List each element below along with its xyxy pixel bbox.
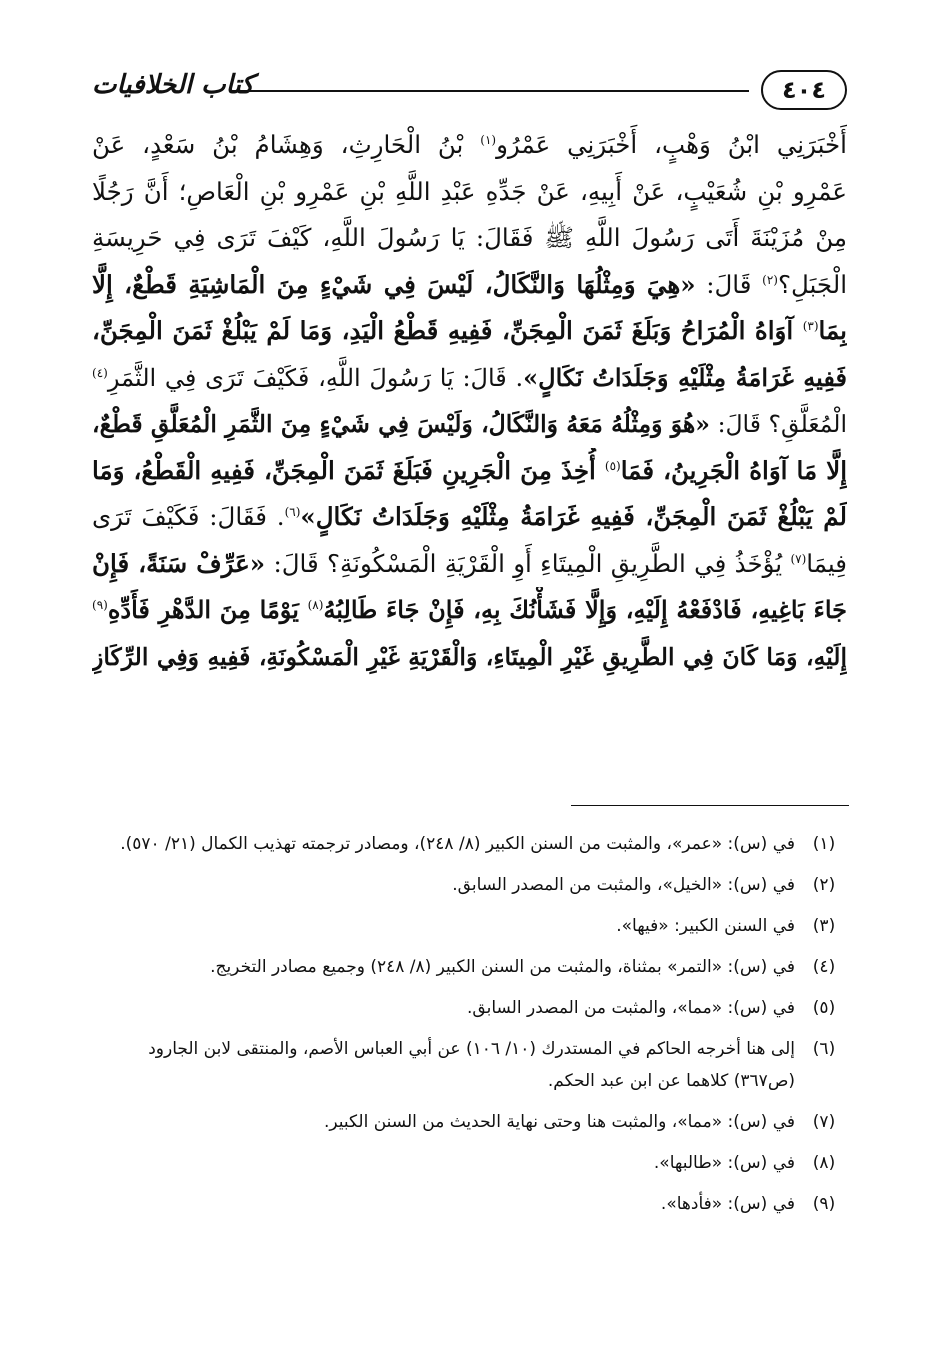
narration-text: . فَقَالَ: فَكَيْفَ تَرَى [92, 502, 285, 531]
text-line [92, 169, 847, 216]
footnote-number: (٢) [812, 875, 836, 895]
hadith-text: بِمَا [818, 316, 847, 345]
hadith-text: لَمْ يَبْلُغْ ثَمَنَ الْمِجَنِّ، فَفِيهِ غَرَامَةُ مِثْلَيْهِ وَجَلَدَاتُ نَكَالٍ» [300, 502, 847, 531]
book-title: كتاب الخلافيات [92, 70, 254, 100]
hadith-text: فَفِيهِ غَرَامَةُ مِثْلَيْهِ وَجَلَدَاتُ نَكَالٍ» [523, 362, 847, 392]
footnote-reference: (٥) [604, 458, 621, 473]
text-line [92, 634, 847, 681]
hadith-text: أُخِذَ مِنَ الْجَرِينِ فَبَلَغَ ثَمَنَ الْمِجَنِّ، فَفِيهِ الْقَطْعُ، وَمَا [92, 455, 605, 485]
narration-text: قَالَ: [695, 269, 763, 299]
header-rule [230, 90, 749, 92]
footnote [92, 1188, 847, 1220]
footnote-number: (٦) [812, 1039, 836, 1059]
footnote [92, 910, 847, 942]
footnote-number: (١) [812, 834, 836, 854]
footnote-text: في (س): «الخيل»، والمثبت من المصدر السابق. [452, 875, 795, 895]
hadith-text: جَاءَ بَاغِيهِ، فَادْفَعْهُ إِلَيْهِ، وَإِلَّا فَشَأْنُكَ بِهِ، فَإِنْ جَاءَ طَالِبُهُ [323, 595, 847, 624]
hadith-text: إِلَّا مَا آوَاهُ الْجَرِينُ، فَمَا [620, 455, 847, 485]
footnote-reference: (٨) [307, 598, 324, 612]
footnote [92, 992, 847, 1024]
footnote-separator [571, 805, 849, 806]
footnote-number: (٧) [812, 1112, 836, 1132]
narration-text: . قَالَ: يَا رَسُولَ اللَّهِ، فَكَيْفَ تَرَى فِي الثَّمَرِ [107, 363, 524, 392]
footnote-reference: (٦) [284, 504, 301, 519]
text-line [92, 355, 847, 402]
text-line [92, 308, 847, 355]
footnote-reference: (٧) [790, 551, 807, 566]
footnote-reference: (٩) [92, 598, 108, 612]
footnote-number: (٥) [812, 998, 836, 1018]
footnote-text: في (س): «مما»، والمثبت من المصدر السابق. [467, 998, 795, 1018]
text-line [92, 401, 847, 448]
narration-text: مِنْ مُزَيْنَةَ أَتَى رَسُولَ اللَّهِ ﷺ فَقَالَ: يَا رَسُولَ اللَّهِ، كَيْفَ تَرَى فِي حَرِيسَةِ [92, 223, 847, 252]
footnote-text: في السنن الكبير: «فيها». [616, 916, 795, 936]
text-line [92, 541, 847, 588]
hadith-text: «هُوَ وَمِثْلُهُ مَعَهُ وَالنَّكَالُ، وَلَيْسَ فِي شَيْءٍ مِنَ الثَّمَرِ الْمُعَلَّقِ قَطْعٌ، [92, 410, 710, 438]
narration-text: أَخْبَرَنِي ابْنُ وَهْبٍ، أَخْبَرَنِي عَمْرُو [496, 130, 847, 159]
hadith-text: يَوْمًا مِنَ الدَّهْرِ فَأَدِّهِ [107, 595, 308, 624]
footnote [92, 869, 847, 901]
text-line [92, 494, 847, 541]
hadith-text: آوَاهُ الْمُرَاحُ وَبَلَغَ ثَمَنَ الْمِجَنِّ، فَفِيهِ قَطْعُ الْيَدِ، وَمَا لَمْ يَبْلُغْ ثَمَنَ الْمِجَنِّ، [92, 316, 803, 345]
footnote [92, 951, 847, 983]
footnote-text: في (س): «مما»، والمثبت هنا وحتى نهاية الحديث من السنن الكبير. [323, 1112, 795, 1132]
text-line [92, 587, 847, 634]
page-number: ٤٠٤ [761, 70, 847, 110]
footnote-text: في (س): «طالبها». [653, 1153, 795, 1173]
narration-text: عَمْرِو بْنِ شُعَيْبٍ، عَنْ أَبِيهِ، عَنْ جَدِّهِ عَبْدِ اللَّهِ بْنِ عَمْرِو بْنِ الْعَاصِ؛ أَنَّ رَجُلًا [92, 176, 847, 206]
footnote-number: (٨) [812, 1153, 836, 1173]
hadith-text: إِلَيْهِ، وَمَا كَانَ فِي الطَّرِيقِ غَيْرِ الْمِيتَاءِ، وَالْقَرْيَةِ غَيْرِ الْمَسْكُونَةِ، فَفِيهِ وَفِي الرِّكَازِ [92, 642, 847, 671]
footnote [92, 828, 847, 860]
footnote-reference: (٣) [802, 318, 819, 333]
footnote-reference: (٤) [92, 365, 108, 380]
footnote-number: (٣) [812, 916, 836, 936]
footnote-text: في (س): «عمر»، والمثبت من السنن الكبير (٨/ ٢٤٨)، ومصادر ترجمته تهذيب الكمال (٢١/ ٥٧٠). [120, 834, 795, 854]
narration-text: فِيمَا [806, 548, 847, 578]
narration-text: بْنُ الْحَارِثِ، وَهِشَامُ بْنُ سَعْدٍ، عَنْ [92, 130, 481, 159]
narration-text: يُؤْخَذُ فِي الطَّرِيقِ الْمِيتَاءِ أَوِ الْقَرْيَةِ الْمَسْكُونَةِ؟ قَالَ: [265, 548, 791, 578]
footnote-text: إلى هنا أخرجه الحاكم في المستدرك (١٠/ ١٠٦) عن أبي العباس الأصم، والمنتقى لابن الجارود (ص٣٦٧) كلاهما عن ابن عبد الحكم. [148, 1039, 795, 1091]
footnote-reference: (١) [480, 132, 497, 147]
footnote-reference: (٢) [762, 272, 778, 287]
footnote [92, 1147, 847, 1179]
text-line [92, 122, 847, 169]
footnote [92, 1106, 847, 1138]
footnotes [92, 828, 847, 1229]
text-line [92, 262, 847, 309]
footnote-text: في (س): «فأدها». [660, 1194, 795, 1214]
narration-text: الْمُعَلَّقِ؟ قَالَ: [710, 410, 847, 438]
hadith-text: «عَرِّفْ سَنَةً، فَإِنْ [92, 548, 266, 578]
page-header [92, 66, 847, 116]
footnote-text: في (س): «التمر» بمثناة، والمثبت من السنن الكبير (٨/ ٢٤٨) وجميع مصادر التخريج. [210, 957, 795, 977]
narration-text: الْجَبَلِ؟ [777, 269, 847, 299]
footnote [92, 1033, 847, 1097]
main-text [92, 122, 847, 680]
footnote-number: (٩) [812, 1194, 836, 1214]
footnote-number: (٤) [812, 957, 836, 977]
hadith-text: «هِيَ وَمِثْلُهَا وَالنَّكَالُ، لَيْسَ فِي شَيْءٍ مِنَ الْمَاشِيَةِ قَطْعٌ، إِلَّا [92, 269, 696, 299]
text-line [92, 448, 847, 495]
text-line [92, 215, 847, 262]
